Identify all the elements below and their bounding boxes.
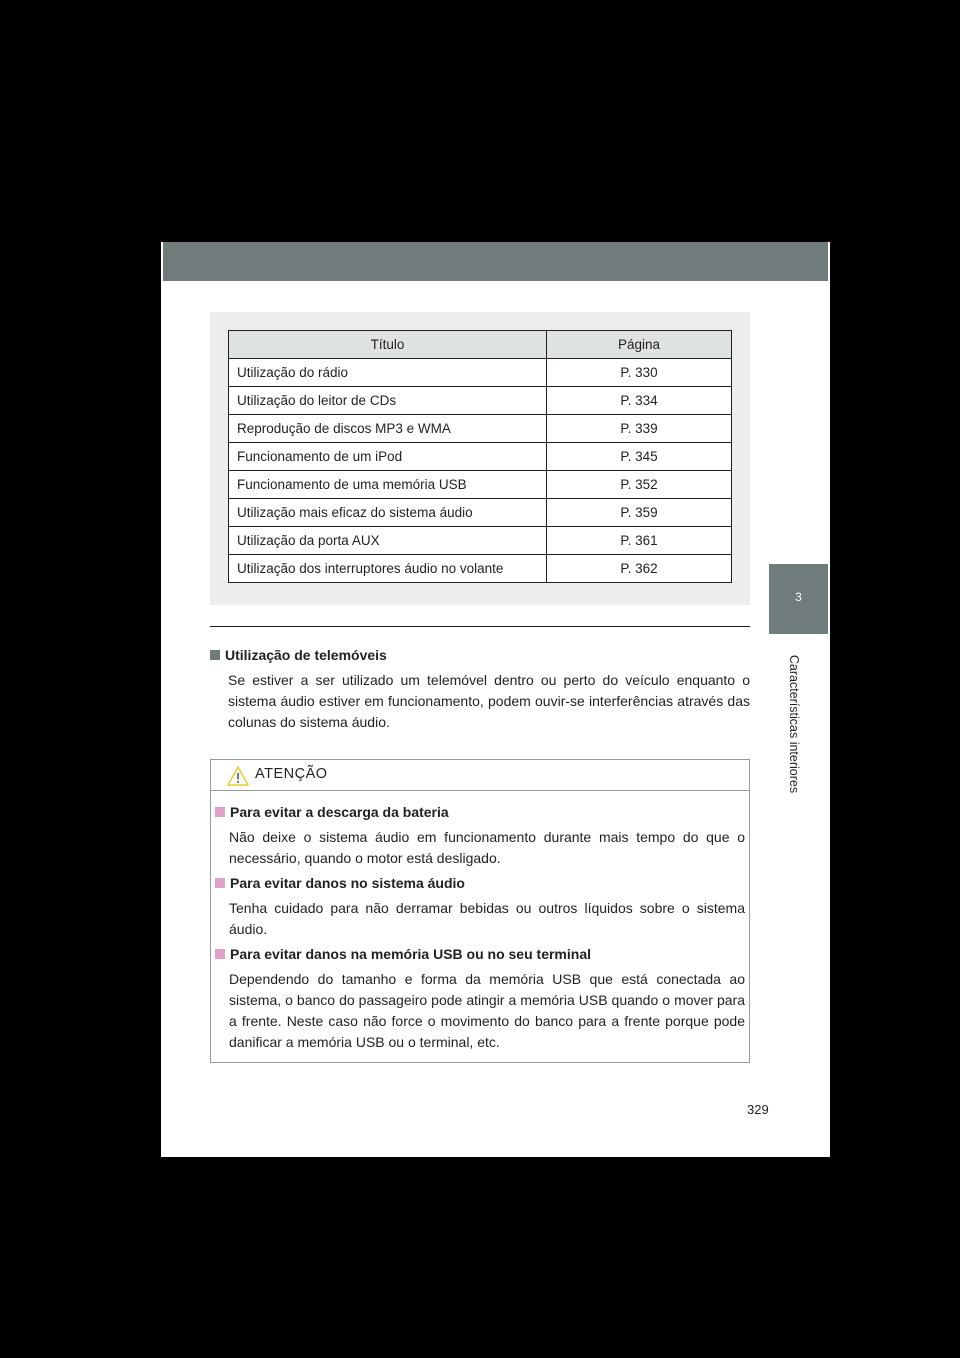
- contents-table-panel: [210, 312, 750, 605]
- warning-title: ATENÇÃO: [255, 766, 328, 782]
- warning-item-body: Tenha cuidado para não derramar bebidas ou outros líquidos sobre o sistema áudio.: [229, 900, 745, 937]
- table-row: [229, 471, 732, 499]
- table-row: [229, 387, 732, 415]
- chapter-tab: [769, 564, 828, 634]
- warning-item-body: Não deixe o sistema áudio em funcionamento durante mais tempo do que o necessário, quando o motor está desligado.: [229, 829, 745, 866]
- row-page: P. 339: [547, 415, 732, 443]
- row-title: Utilização do rádio: [229, 359, 547, 387]
- table-header-page: Página: [547, 331, 732, 359]
- chapter-number: 3: [795, 590, 802, 604]
- table-row: [229, 359, 732, 387]
- warning-item-title: Para evitar danos na memória USB ou no seu terminal: [230, 946, 591, 962]
- page-number: 329: [747, 1102, 769, 1117]
- warning-header: [211, 760, 749, 791]
- row-title: Utilização dos interruptores áudio no volante: [229, 555, 547, 583]
- section-telemoveis: [210, 645, 750, 733]
- row-title: Funcionamento de um iPod: [229, 443, 547, 471]
- contents-table: [228, 330, 732, 583]
- manual-page: [161, 242, 830, 1157]
- square-bullet-icon: [215, 949, 225, 959]
- table-row: [229, 527, 732, 555]
- row-page: P. 359: [547, 499, 732, 527]
- warning-item-title: Para evitar a descarga da bateria: [230, 804, 449, 820]
- row-title: Utilização do leitor de CDs: [229, 387, 547, 415]
- row-title: Funcionamento de uma memória USB: [229, 471, 547, 499]
- warning-item-body: Dependendo do tamanho e forma da memória USB que está conectada ao sistema, o banco do passageiro pode atingir a memória USB quando o mover para a frente. Neste caso não force o movimento do banco para a frente porque pode danificar a memória USB ou o terminal, etc.: [229, 971, 745, 1050]
- chapter-label: [783, 644, 805, 804]
- warning-item-sistema-audio: [215, 873, 745, 940]
- square-bullet-icon: [215, 878, 225, 888]
- warning-item-title: Para evitar danos no sistema áudio: [230, 875, 465, 891]
- table-row: [229, 415, 732, 443]
- section-divider: [210, 626, 750, 627]
- table-row: [229, 555, 732, 583]
- warning-item-bateria: [215, 802, 745, 869]
- square-bullet-icon: [215, 807, 225, 817]
- chapter-label-text: Características interiores: [787, 654, 801, 794]
- warning-triangle-icon: [227, 766, 249, 786]
- row-page: P. 352: [547, 471, 732, 499]
- table-row: [229, 499, 732, 527]
- section-body: Se estiver a ser utilizado um telemóvel dentro ou perto do veículo enquanto o sistema áudio estiver em funcionamento, podem ouvir-se interferências através das colunas do sistema áudio.: [228, 672, 750, 730]
- square-bullet-icon: [210, 650, 220, 660]
- row-title: Reprodução de discos MP3 e WMA: [229, 415, 547, 443]
- row-page: P. 330: [547, 359, 732, 387]
- row-title: Utilização mais eficaz do sistema áudio: [229, 499, 547, 527]
- warning-item-memoria-usb: [215, 944, 745, 1053]
- row-page: P. 334: [547, 387, 732, 415]
- table-header-title: Título: [229, 331, 547, 359]
- row-page: P. 361: [547, 527, 732, 555]
- table-header-row: [229, 331, 732, 359]
- warning-box: [210, 759, 750, 1063]
- row-page: P. 345: [547, 443, 732, 471]
- row-title: Utilização da porta AUX: [229, 527, 547, 555]
- table-row: [229, 443, 732, 471]
- page-header-bar: [163, 242, 828, 281]
- section-title: Utilização de telemóveis: [225, 647, 387, 663]
- row-page: P. 362: [547, 555, 732, 583]
